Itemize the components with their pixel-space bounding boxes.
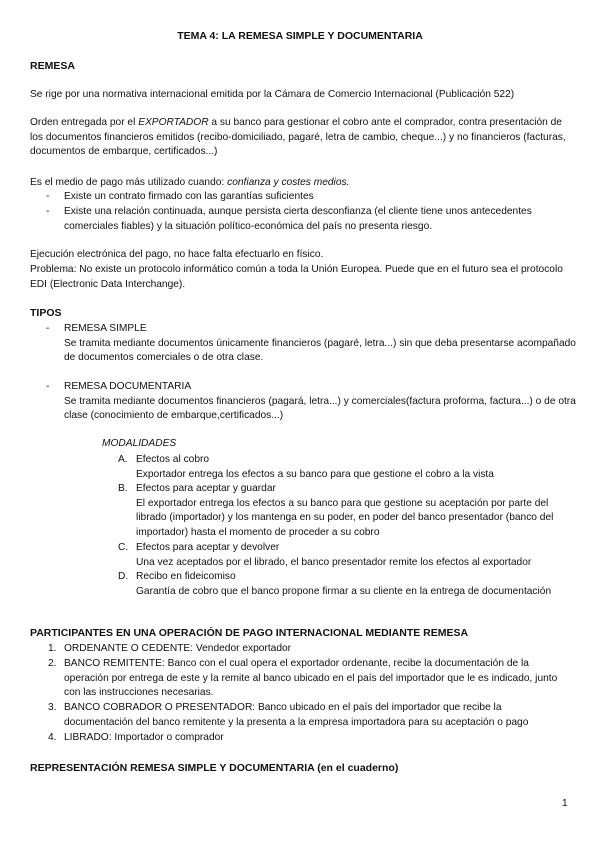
participante-4: 4. LIBRADO: Importador o comprador [48, 731, 573, 746]
tipo-remesa-simple [46, 322, 576, 366]
modalidades-label: MODALIDADES [102, 438, 177, 449]
confianza-emphasis: confianza y costes medios. [227, 177, 350, 188]
tipo-title: REMESA DOCUMENTARIA [64, 381, 192, 392]
remesa-paragraph-2: Orden entregada por el EXPORTADOR a su banco para gestionar el cobro ante el comprador, contra presentación de los documentos financieros emitidos (recibo-domiciliado, pagaré, letra de cambio, cheque...) y no financieros (facturas, documentos de embarque, certificados...) [30, 117, 566, 158]
modalidad-c: C. Efectos para aceptar y devolver Una vez aceptados por el librado, el banco presentador remite los efectos al exportador [118, 542, 532, 568]
modalidad-a: A. Efectos al cobro Exportador entrega los efectos a su banco para que gestione el cobro a la vista [118, 454, 494, 480]
tipo-remesa-documentaria [46, 380, 576, 424]
remesa-bullet-1: - Existe un contrato firmado con las garantías suficientes [46, 190, 566, 205]
remesa-heading: REMESA [30, 60, 75, 72]
list-marker: 2. [48, 658, 57, 669]
modalidad-d: D. Recibo en fideicomiso Garantía de cobro que el banco propone firmar a su cliente en la entrega de documentación [118, 571, 552, 597]
participantes-heading: PARTICIPANTES EN UNA OPERACIÓN DE PAGO INTERNACIONAL MEDIANTE REMESA [30, 627, 469, 639]
list-marker: A. [118, 454, 128, 465]
remesa-paragraph-3: Es el medio de pago más utilizado cuando: confianza y costes medios. [30, 177, 350, 188]
modalidad-b: B. Efectos para aceptar y guardar El exportador entrega los efectos a su banco para que gestione su aceptación por parte del librado (importador) y los mantenga en su poder, en poder del banco presentador (banco del importador) hasta el momento de proceder a su cobro [118, 483, 554, 538]
list-marker: C. [118, 542, 129, 553]
list-marker: 4. [48, 732, 57, 743]
participante-2: 2. BANCO REMITENTE: Banco con el cual opera el exportador ordenante, recibe la documentación de la operación por entrega de este y la remite al banco ubicado en el país del importador que le es indicado, junto con las instrucciones necesarias. [48, 658, 558, 699]
bullet-dash: - [46, 191, 50, 202]
page-number: 1 [562, 798, 568, 809]
tipo-body: Se tramita mediante documentos financieros (pagará, letra...) y comerciales(factura proforma, factura...) o de otra clase (conocimiento de embarque,certificados...) [64, 395, 576, 422]
participante-3: 3. BANCO COBRADOR O PRESENTADOR: Banco ubicado en el país del importador que recibe la documentación del banco remitente y la presenta a la empresa importadora para su aceptación o pago [48, 702, 529, 728]
tipos-heading: TIPOS [30, 307, 62, 319]
tipo-title: REMESA SIMPLE [64, 323, 147, 334]
bullet-dash: - [46, 206, 50, 217]
remesa-paragraph-1: Se rige por una normativa internacional emitida por la Cámara de Comercio Internacional (Publicación 522) [30, 89, 515, 100]
remesa-paragraph-5: Problema: No existe un protocolo informático común a toda la Unión Europea. Puede que en el futuro sea el protocolo EDI (Electronic Data Interchange). [30, 264, 563, 290]
participante-1: 1. ORDENANTE O CEDENTE: Vendedor exportador [48, 642, 573, 657]
list-marker: 1. [48, 643, 57, 654]
remesa-bullet-2: - Existe una relación continuada, aunque persista cierta desconfianza (el cliente tiene unos antecedentes comerciales fiables) y la situación político-económica del país no presenta riesgo. [46, 206, 532, 232]
remesa-paragraph-4: Ejecución electrónica del pago, no hace falta efectuarlo en físico. [30, 249, 324, 260]
list-marker: 3. [48, 702, 57, 713]
list-marker: B. [118, 483, 128, 494]
representacion-heading: REPRESENTACIÓN REMESA SIMPLE Y DOCUMENTARIA (en el cuaderno) [30, 762, 399, 774]
bullet-dash: - [46, 381, 50, 392]
bullet-dash: - [46, 323, 50, 334]
document-title: TEMA 4: LA REMESA SIMPLE Y DOCUMENTARIA [177, 30, 423, 42]
exportador-emphasis: EXPORTADOR [138, 117, 209, 128]
list-marker: D. [118, 571, 129, 582]
tipo-body: Se tramita mediante documentos únicamente financieros (pagaré, letra...) sin que deba presentarse acompañado de documentos comerciales o de otra clase. [64, 337, 576, 364]
